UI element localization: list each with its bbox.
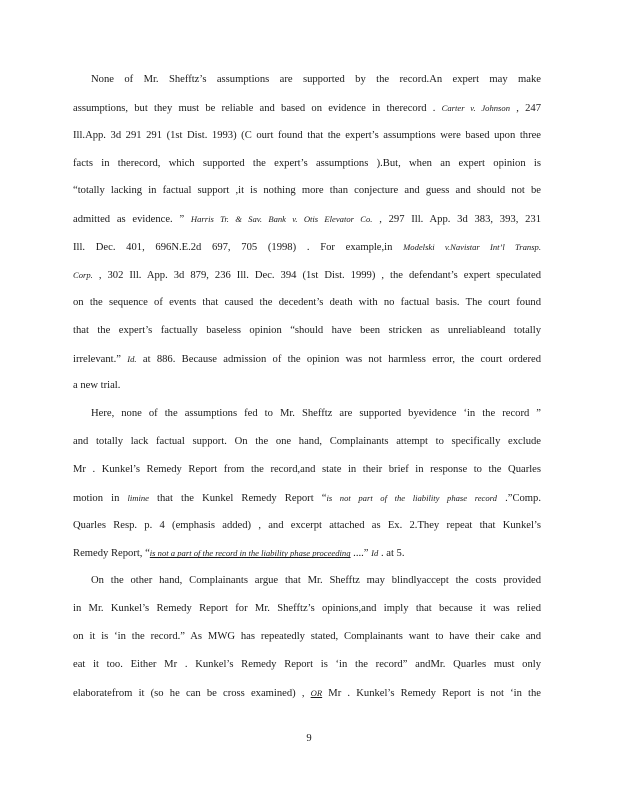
text-line: None of Mr. Shefftz’s assumptions are supported by the record.An expert may make [91, 74, 541, 85]
case-citation: Corp. [73, 269, 93, 280]
text-line: a new trial. [73, 380, 121, 392]
text-line: motion in limine that the Kunkel Remedy Report “is not part of the liability phase record .”Comp. [73, 492, 541, 504]
text-line: Ill.App. 3d 291 291 (1st Dist. 1993) (C ourt found that the expert’s assumptions were based upon three [73, 129, 541, 141]
text-line: and totally lack factual support. On the one hand, Complainants attempt to specifically exclude [73, 436, 541, 448]
text-line: facts in therecord, which supported the expert’s assumptions ).But, when an expert opinion is [73, 157, 541, 169]
text-line: eat it too. Either Mr . Kunkel’s Remedy Report is ‘in the record” andMr. Quarles must only [73, 658, 541, 670]
page-number: 9 [306, 733, 312, 744]
text-line: On the other hand, Complainants argue that Mr. Shefftz may blindlyaccept the costs provided [91, 575, 541, 587]
case-citation: Carter v. Johnson [441, 102, 510, 113]
case-citation: Modelski v.Navistar Int’l Transp. [403, 242, 541, 253]
text-line: on the sequence of events that caused the decedent’s death with no factual basis. The court found [73, 296, 541, 308]
case-citation: Id. [127, 353, 137, 364]
text-line: that the expert’s factually baseless opinion “should have been stricken as unreliableand totally [73, 324, 541, 336]
emphasized-quote: OR [310, 687, 323, 698]
text-line: in Mr. Kunkel’s Remedy Report for Mr. Shefftz’s opinions,and imply that because it was relied [73, 603, 541, 615]
text-line: elaboratefrom it (so he can be cross examined) , OR Mr . Kunkel’s Remedy Report is not ‘in the [73, 687, 541, 699]
text-line: Remedy Report, “is not a part of the record in the liability phase proceeding ....” Id . at 5. [73, 548, 405, 560]
text-line: Quarles Resp. p. 4 (emphasis added) , and excerpt attached as Ex. 2.They repeat that Kunkel’s [73, 519, 541, 531]
text-line: Here, none of the assumptions fed to Mr. Shefftz are supported byevidence ‘in the record ” [91, 408, 541, 420]
text-line: Corp. , 302 Ill. App. 3d 879, 236 Ill. Dec. 394 (1st Dist. 1999) , the defendant’s expert speculated [73, 269, 541, 281]
text-line: assumptions, but they must be reliable and based on evidence in therecord . Carter v. Johnson , 247 [73, 102, 541, 114]
case-citation: Harris Tr. & Sav. Bank v. Otis Elevator Co. [190, 214, 373, 225]
text-line: irrelevant.” Id. at 886. Because admission of the opinion was not harmless error, the court ordered [73, 353, 541, 365]
case-citation: limine [127, 492, 149, 503]
emphasized-quote: is not a part of the record in the liability phase proceeding [149, 548, 351, 559]
text-line: “totally lacking in factual support ,it is nothing more than conjecture and guess and should not be [73, 185, 541, 197]
text-line: Ill. Dec. 401, 696N.E.2d 697, 705 (1998) . For example,in Modelski v.Navistar Int’l Transp. [73, 242, 541, 254]
text-line: admitted as evidence. ” Harris Tr. & Sav. Bank v. Otis Elevator Co. , 297 Ill. App. 3d 383, 393, 231 [73, 214, 541, 226]
text-line: on it is ‘in the record.” As MWG has repeatedly stated, Complainants want to have their cake and [73, 631, 541, 642]
text-line: Mr . Kunkel’s Remedy Report from the record,and state in their brief in response to the Quarles [73, 463, 541, 475]
case-citation: is not part of the liability phase record [326, 492, 497, 503]
case-citation: Id [371, 548, 379, 559]
